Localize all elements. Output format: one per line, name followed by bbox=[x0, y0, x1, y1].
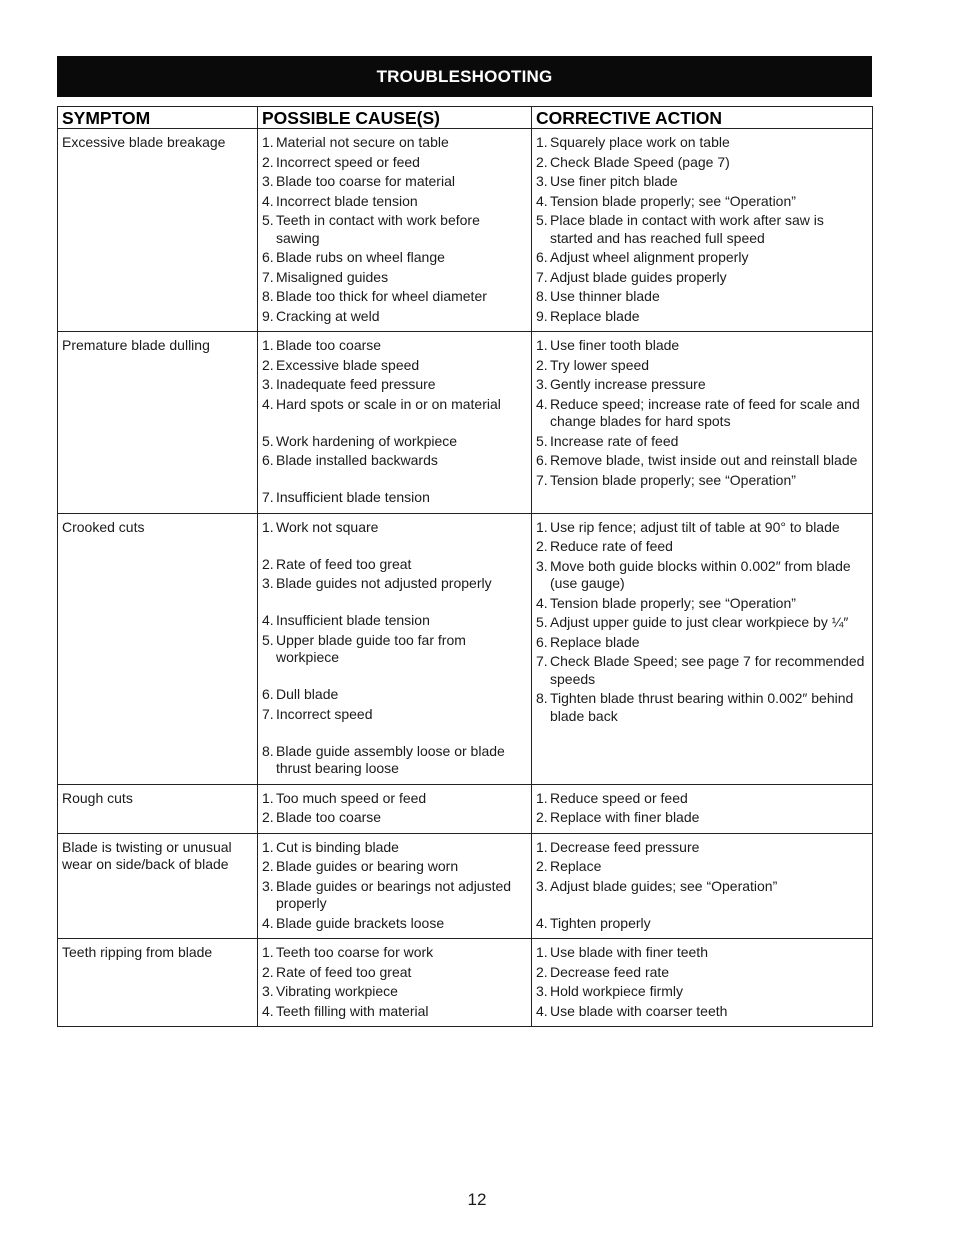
item-text: Move both guide blocks within 0.002″ from blade (use gauge) bbox=[550, 557, 851, 591]
action-cell bbox=[532, 939, 873, 1027]
symptom-cell bbox=[58, 833, 258, 939]
item-text: Replace blade bbox=[550, 307, 640, 324]
item-text: Tension blade properly; see “Operation” bbox=[550, 594, 796, 611]
item-text: Inadequate feed pressure bbox=[276, 376, 436, 392]
item-text: Excessive blade speed bbox=[276, 356, 420, 373]
cause-item bbox=[262, 632, 527, 667]
item-text: Insufficient blade tension bbox=[276, 612, 430, 628]
item-number: 2. bbox=[536, 153, 548, 170]
item-text: Use finer tooth blade bbox=[550, 337, 680, 353]
item-text: Adjust upper guide to just clear workpiece by ¼″ bbox=[550, 614, 849, 630]
action-item bbox=[536, 134, 868, 152]
page-number: 12 bbox=[467, 1190, 487, 1209]
item-number: 1. bbox=[536, 518, 548, 535]
cause-item bbox=[262, 452, 527, 470]
action-item bbox=[536, 983, 868, 1001]
action-item bbox=[536, 964, 868, 982]
item-text: Blade too thick for wheel diameter bbox=[276, 288, 487, 304]
action-cell bbox=[532, 833, 873, 939]
item-text: Try lower speed bbox=[550, 356, 650, 373]
action-item bbox=[536, 558, 868, 593]
item-number: 5. bbox=[262, 631, 274, 648]
symptom-cell bbox=[58, 129, 258, 332]
symptom-text: Crooked cuts bbox=[62, 518, 145, 535]
item-number: 3. bbox=[262, 877, 274, 894]
action-item bbox=[536, 433, 868, 451]
item-number: 1. bbox=[262, 518, 274, 535]
item-number: 2. bbox=[536, 538, 548, 554]
action-item bbox=[536, 915, 868, 933]
cause-item bbox=[262, 612, 527, 630]
action-item bbox=[536, 653, 868, 688]
item-text: Blade too coarse bbox=[276, 337, 382, 353]
item-number: 4. bbox=[536, 395, 548, 412]
action-item bbox=[536, 376, 868, 394]
item-text: Tighten properly bbox=[550, 914, 651, 931]
item-text: Blade guides not adjusted properly bbox=[276, 575, 492, 591]
item-text: Incorrect speed bbox=[276, 705, 373, 722]
item-text: Adjust wheel alignment properly bbox=[550, 249, 749, 265]
item-text: Decrease feed pressure bbox=[550, 838, 700, 855]
table-body bbox=[58, 129, 873, 1027]
action-item bbox=[536, 212, 868, 247]
item-text: Dull blade bbox=[276, 686, 339, 702]
item-number: 4. bbox=[262, 192, 274, 209]
action-item bbox=[536, 193, 868, 211]
cause-item bbox=[262, 858, 527, 876]
cause-item bbox=[262, 396, 527, 414]
cause-item bbox=[262, 944, 527, 962]
item-text: Replace with finer blade bbox=[550, 809, 700, 825]
item-number: 5. bbox=[536, 614, 548, 630]
page-title: TROUBLESHOOTING bbox=[57, 56, 872, 97]
item-text: Incorrect speed or feed bbox=[276, 153, 420, 170]
item-number: 2. bbox=[262, 809, 274, 825]
item-text: Cracking at weld bbox=[276, 307, 380, 324]
troubleshooting-table bbox=[57, 106, 873, 1027]
item-number: 8. bbox=[536, 288, 548, 304]
action-item bbox=[536, 288, 868, 306]
item-text: Hold workpiece firmly bbox=[550, 983, 684, 999]
item-number: 3. bbox=[262, 376, 274, 392]
item-text: Use rip fence; adjust tilt of table at 90° to blade bbox=[550, 518, 840, 535]
item-text: Work not square bbox=[276, 518, 379, 535]
action-item bbox=[536, 690, 868, 725]
item-number: 4. bbox=[262, 1002, 274, 1019]
action-item bbox=[536, 154, 868, 172]
cause-item bbox=[262, 878, 527, 913]
cause-item bbox=[262, 964, 527, 982]
item-text: Too much speed or feed bbox=[276, 789, 427, 806]
header-row bbox=[58, 107, 873, 129]
item-text: Teeth filling with material bbox=[276, 1002, 429, 1019]
action-item bbox=[536, 809, 868, 827]
item-text: Reduce rate of feed bbox=[550, 538, 673, 554]
item-text: Blade rubs on wheel flange bbox=[276, 249, 445, 265]
item-number: 8. bbox=[262, 288, 274, 304]
item-number: 5. bbox=[262, 432, 274, 449]
action-item bbox=[536, 337, 868, 355]
item-text: Squarely place work on table bbox=[550, 134, 730, 150]
item-text: Increase rate of feed bbox=[550, 432, 679, 449]
item-text: Upper blade guide too far from workpiece bbox=[276, 631, 466, 665]
action-item bbox=[536, 839, 868, 857]
cause-item bbox=[262, 489, 527, 507]
item-text: Incorrect blade tension bbox=[276, 192, 418, 209]
symptom-cell bbox=[58, 939, 258, 1027]
item-number: 3. bbox=[536, 877, 548, 894]
item-number: 3. bbox=[536, 983, 548, 999]
cause-item bbox=[262, 983, 527, 1001]
cause-item bbox=[262, 376, 527, 394]
item-number: 3. bbox=[262, 983, 274, 999]
symptom-text: Premature blade dulling bbox=[62, 337, 210, 353]
item-text: Blade guide assembly loose or blade thrust bearing loose bbox=[276, 742, 505, 776]
symptom-cell bbox=[58, 513, 258, 784]
action-item bbox=[536, 269, 868, 287]
item-text: Use thinner blade bbox=[550, 288, 660, 304]
action-item bbox=[536, 472, 868, 490]
action-item bbox=[536, 519, 868, 537]
item-number: 3. bbox=[536, 376, 548, 392]
item-number: 1. bbox=[536, 944, 548, 960]
item-text: Tension blade properly; see “Operation” bbox=[550, 471, 796, 488]
item-number: 2. bbox=[536, 963, 548, 980]
cause-item bbox=[262, 790, 527, 808]
cause-item bbox=[262, 269, 527, 287]
item-number: 7. bbox=[262, 489, 274, 505]
item-number: 7. bbox=[536, 268, 548, 285]
cause-cell bbox=[258, 784, 532, 833]
action-header: CORRECTIVE ACTION bbox=[532, 107, 873, 129]
item-number: 7. bbox=[536, 653, 548, 669]
action-item bbox=[536, 538, 868, 556]
cause-item bbox=[262, 809, 527, 827]
item-number: 4. bbox=[262, 612, 274, 628]
item-number: 4. bbox=[536, 594, 548, 611]
cause-item bbox=[262, 519, 527, 537]
item-text: Work hardening of workpiece bbox=[276, 432, 458, 449]
action-item bbox=[536, 790, 868, 808]
action-cell bbox=[532, 513, 873, 784]
item-number: 2. bbox=[262, 356, 274, 373]
item-number: 1. bbox=[262, 944, 274, 960]
action-item bbox=[536, 249, 868, 267]
table-row bbox=[58, 833, 873, 939]
item-number: 3. bbox=[536, 557, 548, 574]
cause-item bbox=[262, 337, 527, 355]
cause-item bbox=[262, 134, 527, 152]
item-number: 7. bbox=[536, 471, 548, 488]
item-text: Hard spots or scale in or on material bbox=[276, 395, 501, 412]
item-number: 8. bbox=[536, 690, 548, 706]
item-number: 4. bbox=[536, 914, 548, 931]
cause-item bbox=[262, 212, 527, 247]
symptom-cell bbox=[58, 784, 258, 833]
item-text: Remove blade, twist inside out and reinstall blade bbox=[550, 452, 858, 468]
item-number: 1. bbox=[536, 337, 548, 353]
action-item bbox=[536, 634, 868, 652]
item-text: Rate of feed too great bbox=[276, 555, 412, 572]
symptom-text: Rough cuts bbox=[62, 789, 133, 806]
item-text: Replace bbox=[550, 858, 602, 874]
symptom-text: Excessive blade breakage bbox=[62, 134, 226, 150]
cause-item bbox=[262, 154, 527, 172]
action-item bbox=[536, 357, 868, 375]
cause-item bbox=[262, 743, 527, 778]
item-number: 6. bbox=[536, 249, 548, 265]
cause-item bbox=[262, 288, 527, 306]
item-number: 1. bbox=[262, 337, 274, 353]
item-number: 3. bbox=[536, 173, 548, 189]
item-text: Decrease feed rate bbox=[550, 963, 670, 980]
item-number: 3. bbox=[262, 575, 274, 591]
cause-item bbox=[262, 706, 527, 724]
cause-item bbox=[262, 433, 527, 451]
symptom-cell bbox=[58, 332, 258, 514]
item-number: 2. bbox=[262, 858, 274, 874]
cause-item bbox=[262, 357, 527, 375]
item-text: Blade guides or bearings not adjusted properly bbox=[276, 877, 512, 911]
symptom-header: SYMPTOM bbox=[58, 107, 258, 129]
symptom-text: Teeth ripping from blade bbox=[62, 944, 213, 960]
item-number: 9. bbox=[262, 307, 274, 324]
symptom-text: Blade is twisting or unusual wear on side/back of blade bbox=[62, 838, 232, 872]
item-number: 1. bbox=[262, 789, 274, 806]
action-item bbox=[536, 452, 868, 470]
item-number: 5. bbox=[536, 212, 548, 228]
item-text: Use blade with coarser teeth bbox=[550, 1002, 728, 1019]
cause-cell bbox=[258, 332, 532, 514]
cause-item bbox=[262, 193, 527, 211]
item-text: Place blade in contact with work after saw is started and has reached full speed bbox=[550, 212, 824, 246]
item-number: 9. bbox=[536, 307, 548, 324]
item-number: 8. bbox=[262, 742, 274, 759]
cause-item bbox=[262, 308, 527, 326]
item-number: 6. bbox=[262, 452, 274, 468]
cause-item bbox=[262, 1003, 527, 1021]
action-cell bbox=[532, 784, 873, 833]
item-number: 1. bbox=[536, 134, 548, 150]
cause-item bbox=[262, 839, 527, 857]
item-number: 6. bbox=[262, 686, 274, 702]
item-number: 7. bbox=[262, 268, 274, 285]
item-number: 1. bbox=[536, 789, 548, 806]
item-text: Use blade with finer teeth bbox=[550, 944, 708, 960]
table-row bbox=[58, 939, 873, 1027]
item-text: Insufficient blade tension bbox=[276, 489, 430, 505]
item-text: Use finer pitch blade bbox=[550, 173, 678, 189]
item-text: Rate of feed too great bbox=[276, 963, 412, 980]
cause-header: POSSIBLE CAUSE(S) bbox=[258, 107, 532, 129]
item-text: Blade too coarse for material bbox=[276, 173, 455, 189]
item-text: Check Blade Speed (page 7) bbox=[550, 153, 730, 170]
item-text: Blade too coarse bbox=[276, 809, 382, 825]
cause-cell bbox=[258, 939, 532, 1027]
table-row bbox=[58, 332, 873, 514]
item-number: 1. bbox=[262, 134, 274, 150]
item-number: 4. bbox=[536, 1002, 548, 1019]
action-item bbox=[536, 944, 868, 962]
item-text: Tighten blade thrust bearing within 0.002″ behind blade back bbox=[550, 690, 854, 724]
item-text: Blade installed backwards bbox=[276, 452, 438, 468]
item-text: Material not secure on table bbox=[276, 134, 449, 150]
action-item bbox=[536, 396, 868, 431]
item-text: Reduce speed; increase rate of feed for scale and change blades for hard spots bbox=[550, 395, 860, 429]
cause-cell bbox=[258, 129, 532, 332]
item-number: 4. bbox=[536, 192, 548, 209]
cause-item bbox=[262, 915, 527, 933]
item-text: Check Blade Speed; see page 7 for recommended speeds bbox=[550, 653, 865, 687]
cause-item bbox=[262, 575, 527, 593]
cause-cell bbox=[258, 833, 532, 939]
cause-item bbox=[262, 556, 527, 574]
action-item bbox=[536, 878, 868, 896]
item-number: 7. bbox=[262, 705, 274, 722]
item-number: 6. bbox=[262, 249, 274, 265]
item-number: 5. bbox=[536, 432, 548, 449]
item-number: 1. bbox=[536, 838, 548, 855]
item-number: 1. bbox=[262, 838, 274, 855]
item-text: Blade guides or bearing worn bbox=[276, 858, 459, 874]
action-item bbox=[536, 858, 868, 876]
item-text: Vibrating workpiece bbox=[276, 983, 398, 999]
item-text: Adjust blade guides; see “Operation” bbox=[550, 877, 778, 894]
cause-item bbox=[262, 173, 527, 191]
item-text: Cut is binding blade bbox=[276, 838, 399, 855]
action-cell bbox=[532, 129, 873, 332]
item-number: 4. bbox=[262, 914, 274, 931]
item-text: Teeth in contact with work before sawing bbox=[276, 212, 480, 246]
table-row bbox=[58, 129, 873, 332]
item-number: 2. bbox=[536, 356, 548, 373]
cause-item bbox=[262, 249, 527, 267]
item-text: Reduce speed or feed bbox=[550, 789, 688, 806]
item-number: 2. bbox=[262, 555, 274, 572]
item-text: Tension blade properly; see “Operation” bbox=[550, 192, 796, 209]
item-number: 6. bbox=[536, 633, 548, 650]
item-number: 3. bbox=[262, 173, 274, 189]
action-item bbox=[536, 308, 868, 326]
item-number: 2. bbox=[262, 153, 274, 170]
item-text: Misaligned guides bbox=[276, 268, 389, 285]
action-item bbox=[536, 595, 868, 613]
item-number: 5. bbox=[262, 212, 274, 228]
action-item bbox=[536, 614, 868, 632]
table-row bbox=[58, 513, 873, 784]
item-text: Adjust blade guides properly bbox=[550, 268, 727, 285]
item-text: Replace blade bbox=[550, 633, 640, 650]
item-text: Blade guide brackets loose bbox=[276, 914, 445, 931]
item-text: Gently increase pressure bbox=[550, 376, 706, 392]
action-item bbox=[536, 173, 868, 191]
item-number: 2. bbox=[262, 963, 274, 980]
cause-cell bbox=[258, 513, 532, 784]
item-number: 2. bbox=[536, 858, 548, 874]
item-number: 6. bbox=[536, 452, 548, 468]
item-number: 4. bbox=[262, 395, 274, 412]
item-text: Teeth too coarse for work bbox=[276, 944, 434, 960]
action-item bbox=[536, 1003, 868, 1021]
table-row bbox=[58, 784, 873, 833]
cause-item bbox=[262, 686, 527, 704]
item-number: 2. bbox=[536, 809, 548, 825]
action-cell bbox=[532, 332, 873, 514]
